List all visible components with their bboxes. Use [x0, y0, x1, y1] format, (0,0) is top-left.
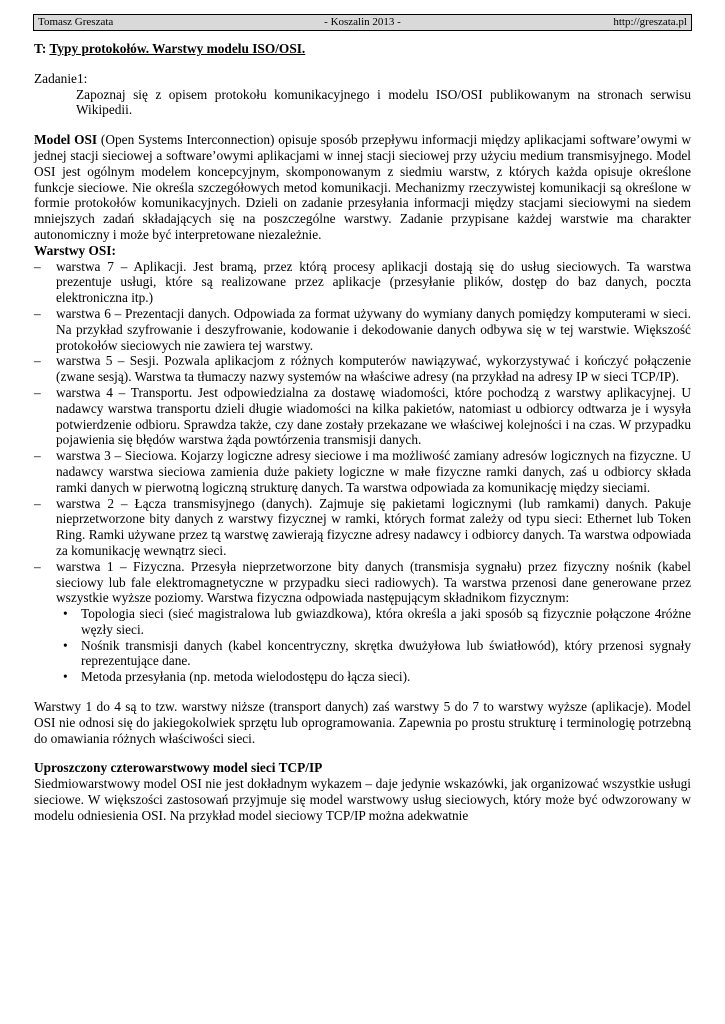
layers-heading: Warstwy OSI: — [34, 242, 116, 258]
layer-item-5: – warstwa 5 – Sesji. Pozwala aplikacjom z różnych komputerów nawiązywać, wykorzystywać i kończyć połączenie (zwane sesją). Warstwa ta tłumaczy nazwy systemów na właściwe adresy (na przykład na adresy IP w sieci TCP/IP). — [34, 353, 691, 385]
layers-list — [34, 259, 691, 686]
page-title — [34, 41, 691, 57]
task-text: Zapoznaj się z opisem protokołu komunikacyjnego i modelu ISO/OSI publikowanym na stronach serwisu Wikipedii. — [76, 86, 691, 118]
physical-components-list — [59, 606, 691, 685]
document-body — [34, 38, 691, 824]
title-text: Typy protokołów. Warstwy modelu ISO/OSI. — [49, 41, 306, 56]
layer-item-1 — [34, 559, 691, 685]
task-label: Zadanie1: — [34, 70, 88, 86]
header-location: - Koszalin 2013 - — [324, 16, 401, 28]
layer-item-1-text: warstwa 1 – Fizyczna. Przesyła nieprzetworzone bity danych (transmisja sygnału) przez fizyczny nośnik (kabel sieciowy lub fale elektromagnetyczne w przypadku sieci radiowych). Ta warstwa przenosi dane generowane przez wszystkie wyższe poziomy. Warstwa fizyczna odpowiada następującym składnikom fizycznym: — [56, 558, 691, 606]
layer-item-4: – warstwa 4 – Transportu. Jest odpowiedzialna za dostawę wiadomości, które pochodzą z warstwy aplikacyjnej. U nadawcy warstwa transportu dzieli długie wiadomości na kilka pakietów, natomiast u odbiorcy odtwarza je i wysyła potwierdzenie odbioru. Sprawdza także, czy dane zostały przekazane we właściwej kolejności i na czas. W przypadku pojawienia się błędów warstwa żąda powtórzenia transmisji danych. — [34, 385, 691, 448]
summary-paragraph: Warstwy 1 do 4 są to tzw. warstwy niższe (transport danych) zaś warstwy 5 do 7 to warstwy wyższe (aplikacje). Model OSI nie odnosi się do jakiegokolwiek sprzętu lub oprogramowania. Zapewnia po prostu strukturę i terminologię potrzebną do omawiania różnych właściwości sieci. — [34, 699, 691, 746]
intro-text: (Open Systems Interconnection) opisuje sposób przepływu informacji między aplikacjami software’owymi w jednej stacji sieciowej a software’owymi aplikacjami w innej stacji sieciowej przy użyciu medium transmisyjnego. Model OSI jest ogólnym modelem koncepcyjnym, skomponowanym z siedmiu warstw, z których każda opisuje określone funkcje sieciowe. Nie określa szczegółowych metod komunikacji. Mechanizmy rzeczywistej komunikacji są określone w formie protokołów komunikacyjnych. Dzieli on zadanie przesyłania informacji między stacjami sieciowymi na siedem mniejszych zadań składających się na poszczególne warstwy. Zadanie przypisane każdej warstwie ma charakter autonomiczny i może być interpretowane niezależnie. — [34, 132, 691, 242]
header-author: Tomasz Greszata — [38, 16, 114, 28]
layer-item-2: – warstwa 2 – Łącza transmisyjnego (danych). Zajmuje się pakietami logicznymi (lub ramkami) danych. Pakuje nieprzetworzone bity danych z warstwy fizycznej w ramki, których format zależy od typu sieci: Ethernet lub Token Ring. Ramki używane przez tą warstwę zawierają fizyczne adresy nadawcy i odbiorcy danych. Ta warstwa odpowiada za komunikację wewnątrz sieci. — [34, 496, 691, 559]
header-url: http://greszata.pl — [613, 16, 687, 28]
layer-item-3: – warstwa 3 – Sieciowa. Kojarzy logiczne adresy sieciowe i ma możliwość zamiany adresów logicznych na fizyczne. U nadawcy warstwa sieciowa zamienia duże pakiety logiczne w małe fizyczne ramki danych, zaś u odbiorcy składa ramki danych w pierwotną logiczną strukturę danych. Ta warstwa odpowiada za komunikację między sieciami. — [34, 448, 691, 495]
intro-paragraph — [34, 132, 691, 243]
layer-item-6: – warstwa 6 – Prezentacji danych. Odpowiada za format używany do wymiany danych pomiędzy komputerami w sieci. Na przykład szyfrowanie i deszyfrowanie, kodowanie i dekodowanie danych odbywa się w tej warstwie. Większość protokołów sieciowych nie zawiera tej warstwy. — [34, 306, 691, 353]
physical-component-item: • Topologia sieci (sieć magistralowa lub gwiazdkowa), która określa a jaki sposób są fizycznie połączone 4różne węzły sieci. — [59, 606, 691, 638]
page-header — [33, 14, 692, 31]
physical-component-item: • Nośnik transmisji danych (kabel koncentryczny, skrętka dwużyłowa lub światłowód), który przenosi sygnały reprezentujące dane. — [59, 638, 691, 670]
physical-component-item: • Metoda przesyłania (np. metoda wielodostępu do łącza sieci). — [59, 669, 691, 685]
layer-item-7: – warstwa 7 – Aplikacji. Jest bramą, przez którą procesy aplikacji dostają się do usług sieciowych. Ta warstwa prezentuje usługi, które są realizowane przez aplikacje (przesyłanie plików, dostęp do baz danych, poczta elektroniczna itp.) — [34, 259, 691, 306]
tcpip-paragraph: Siedmiowarstwowy model OSI nie jest dokładnym wykazem – daje jedynie wskazówki, jak organizować wszystkie usługi sieciowe. W większości zastosowań przyjmuje się model warstwowy usług sieciowych, który może być odwzorowany w modelu odniesienia OSI. Na przykład model sieciowy TCP/IP można adekwatnie — [34, 776, 691, 823]
tcpip-heading: Uproszczony czterowarstwowy model sieci TCP/IP — [34, 760, 323, 776]
title-prefix: T: — [34, 41, 50, 56]
intro-term: Model OSI — [34, 132, 98, 148]
